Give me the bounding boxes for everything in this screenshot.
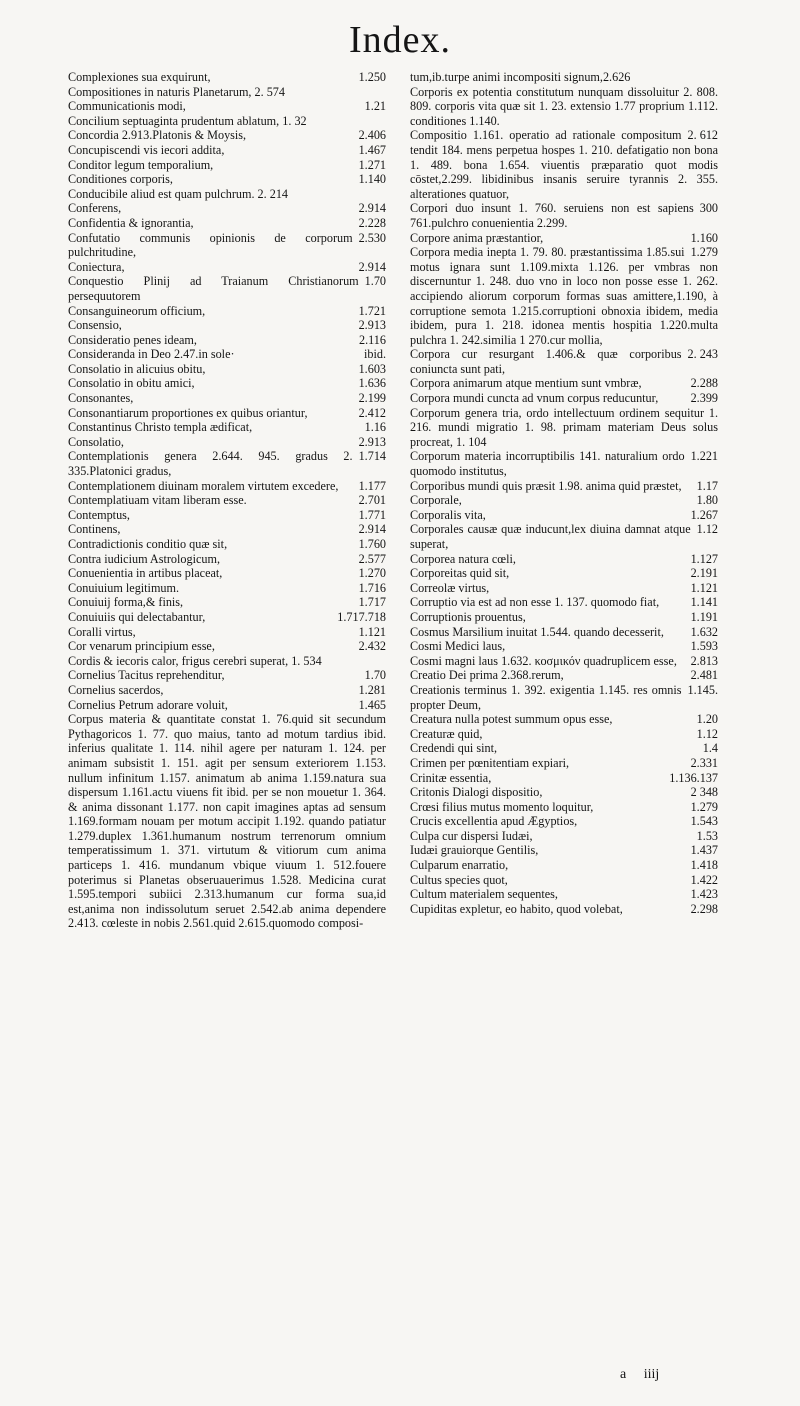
entry-text: Cultus species quot, (410, 872, 508, 887)
entry-text: Cupiditas expletur, eo habito, quod volebat, (410, 901, 623, 916)
entry-page-ref: 1.53 (696, 828, 718, 843)
entry-page-ref: 1.423 (690, 887, 718, 902)
entry-page-ref: 1.17 (696, 478, 718, 493)
index-entry (410, 785, 718, 800)
entry-page-ref: 2.914 (358, 201, 386, 216)
entry-page-ref: 1.191 (690, 609, 718, 624)
index-entry (410, 522, 718, 551)
entry-text: Creationis terminus 1. 392. exigentia 1.145. res omnis propter Deum, (410, 682, 682, 712)
entry-page-ref: 1.717.718 (337, 609, 386, 624)
index-entry (410, 406, 718, 450)
entry-text: Crinitæ essentia, (410, 770, 492, 785)
index-entry (410, 625, 718, 640)
entry-page-ref: 1.603 (358, 361, 386, 376)
entry-text: Compositio 1.161. operatio ad rationale compositum tendit 184. mens perpetua hospes 1. 210. defatigatio non bona 1. 489. bona 1.654. viuentis præparatio quot modis cōstet,2.299. libidinibus insanis seruire tyrannis 2. 355. alterationes quatuor, (410, 128, 718, 201)
entry-text: Constantinus Christo templa ædificat, (68, 420, 253, 435)
entry-text: Consolatio, (68, 434, 124, 449)
entry-text: Consonantes, (68, 391, 134, 406)
entry-text: Contradictionis conditio quæ sit, (68, 537, 228, 551)
entry-text: Critonis Dialogi dispositio, (410, 785, 543, 800)
entry-text: Corpora cur resurgant 1.406.& quæ corporibus coniuncta sunt pati, (410, 347, 682, 376)
entry-text: tum,ib.turpe animi incompositi signum,2.626 (410, 70, 631, 84)
index-entry (68, 712, 386, 931)
entry-text: Cosmus Marsilium inuitat 1.544. quando decesserit, (410, 624, 664, 639)
index-entry (68, 304, 386, 319)
entry-page-ref: 1.145. (687, 682, 718, 697)
entry-text: Crimen per pœnitentiam expiari, (410, 755, 570, 770)
entry-page-ref: 1.267 (690, 507, 718, 522)
entry-page-ref: 2.412 (358, 405, 386, 420)
entry-text: Conducibile aliud est quam pulchrum. 2. 214 (68, 186, 289, 201)
index-entry (410, 128, 718, 201)
entry-text: Corporeitas quid sit, (410, 566, 510, 581)
index-entry (68, 260, 386, 275)
entry-page-ref: 1.160 (690, 230, 718, 245)
entry-page-ref: 1.12 (696, 726, 718, 741)
index-entry (68, 668, 386, 683)
index-entry (410, 727, 718, 742)
index-entry (68, 158, 386, 173)
index-entry (68, 231, 386, 260)
page-footer (620, 1367, 673, 1383)
index-entry (68, 537, 386, 552)
entry-page-ref: 1.281 (358, 682, 386, 697)
index-column-right (410, 70, 718, 916)
entry-page-ref: 1.437 (690, 843, 718, 858)
index-entry (68, 362, 386, 377)
entry-text: Creatura nulla potest summum opus esse, (410, 712, 613, 727)
entry-page-ref: 2.331 (690, 755, 718, 770)
entry-text: Consonantiarum proportiones ex quibus oriantur, (68, 405, 308, 420)
entry-text: Consanguineorum officium, (68, 303, 206, 318)
index-entry (68, 552, 386, 567)
entry-text: Conuiuij forma,& finis, (68, 595, 184, 610)
index-entry (68, 216, 386, 231)
entry-text: Compositiones in naturis Planetarum, 2. 574 (68, 84, 285, 99)
entry-text: Consensio, (68, 318, 122, 333)
entry-text: Corpus materia & quantitate constat 1. 76.quid sit secundum Pythagoricos 1. 77. quo maius, tanto ad motum tardius ibid. inferius qualitate 1. 114. nihil agere per naturam 1. 124. per animam subsistit 1. 151. agit per sensum exteriorem 1.153. nullum infinitum 1.157. animatum ab anima 1.159.natura sua dispersum 1.161.actu viuens fit ibid. per se non mouetur 1. 364. & anima dissonant 1.177. non capit imagines aptas ad sensum 1.169.formam nouam per motum accipit 1.192. quando patiatur 1.279.duplex 1.361.humanum nostrum terrenorum omnium temperatissimum 1. 371. virtutum & vitiorum cum anima particeps 1. 416. mundanum vbique viuum 1. 512.fouere poterimus si Planetas obseruauerimus 1.528. Medicina curat 1.595.tempori subiici 2.313.humanum cur forma sua,id est,anima non indissolutum seruet 2.542.ab anima dependere 2.413. cœleste in nobis 2.561.quid 2.615.quomodo composi- (68, 712, 386, 931)
index-entry (410, 873, 718, 888)
index-entry (410, 902, 718, 917)
entry-page-ref: 1.270 (358, 566, 386, 581)
entry-text: Consideratio penes ideam, (68, 332, 197, 347)
entry-text: Cornelius Petrum adorare voluit, (68, 697, 228, 712)
index-entry (410, 479, 718, 494)
index-entry (68, 639, 386, 654)
index-entry (68, 347, 386, 362)
entry-text: Cultum materialem sequentes, (410, 887, 558, 902)
entry-text: Credendi qui sint, (410, 741, 497, 756)
index-entry (68, 201, 386, 216)
entry-page-ref: 1.136.137 (669, 770, 718, 785)
entry-text: Corporibus mundi quis præsit 1.98. anima quid præstet, (410, 478, 682, 493)
entry-page-ref: 2.914 (358, 522, 386, 537)
index-entry (410, 595, 718, 610)
index-entry (68, 406, 386, 421)
entry-page-ref: 1.70 (364, 274, 386, 289)
entry-page-ref: 2.288 (690, 376, 718, 391)
entry-page-ref: 1.80 (696, 493, 718, 508)
entry-page-ref: 1.714 (358, 449, 386, 464)
entry-text: Consolatio in alicuius obitu, (68, 361, 206, 376)
entry-text: Corporum materia incorruptibilis 141. naturalium ordo quomodo institutus, (410, 449, 685, 479)
page-title: Index. (348, 19, 452, 61)
entry-text: Contemplationis genera 2.644. 945. gradus 2. 335.Platonici gradus, (68, 449, 353, 479)
entry-text: Cor venarum principium esse, (68, 639, 215, 654)
entry-page-ref: 1.20 (696, 712, 718, 727)
entry-text: Communicationis modi, (68, 99, 186, 114)
entry-page-ref: 1.636 (358, 376, 386, 391)
entry-page-ref: 1.4 (702, 741, 718, 756)
index-entry (68, 683, 386, 698)
entry-text: Confutatio communis opinionis de corporum pulchritudine, (68, 230, 353, 260)
entry-text: Coniectura, (68, 259, 125, 274)
index-entry (410, 756, 718, 771)
entry-page-ref: 2.913 (358, 318, 386, 333)
index-entry (68, 625, 386, 640)
entry-text: Iudæi grauiorque Gentilis, (410, 843, 539, 858)
entry-page-ref: 1.21 (364, 99, 386, 114)
entry-page-ref: 1.721 (358, 303, 386, 318)
entry-page-ref: 2.116 (359, 332, 386, 347)
index-entry (410, 201, 718, 230)
entry-text: Conferens, (68, 201, 122, 216)
entry-page-ref: 1.771 (358, 507, 386, 522)
index-entry (410, 70, 718, 85)
index-entry (410, 391, 718, 406)
entry-page-ref: 2.530 (358, 230, 386, 245)
index-entry (410, 800, 718, 815)
index-entry (68, 333, 386, 348)
entry-text: Conuiuiis qui delectabantur, (68, 609, 206, 624)
entry-text: Corpore anima præstantior, (410, 230, 544, 245)
index-entry (68, 318, 386, 333)
entry-page-ref: 2.406 (358, 128, 386, 143)
entry-text: Contemplationem diuinam moralem virtutem excedere, (68, 478, 339, 493)
entry-page-ref: 2.701 (358, 493, 386, 508)
entry-text: Conuiuium legitimum. (68, 580, 180, 595)
index-entry (68, 376, 386, 391)
entry-text: Conditiones corporis, (68, 172, 173, 187)
entry-text: Corpora animarum atque mentium sunt vmbræ, (410, 376, 642, 391)
entry-page-ref: 300 (699, 201, 718, 216)
index-entry (410, 610, 718, 625)
index-entry (410, 858, 718, 873)
entry-page-ref: 2 348 (690, 785, 718, 800)
entry-text: Corporea natura cœli, (410, 551, 516, 566)
entry-page-ref: 2.577 (358, 551, 386, 566)
index-entry (410, 639, 718, 654)
entry-text: Concupiscendi vis iecori addita, (68, 142, 225, 157)
entry-page-ref: 1.121 (690, 580, 718, 595)
entry-text: Conuenientia in artibus placeat, (68, 566, 223, 581)
index-entry (410, 231, 718, 246)
index-entry (410, 581, 718, 596)
entry-page-ref: ibid. (363, 347, 386, 362)
entry-text: Corpora mundi cuncta ad vnum corpus reducuntur, (410, 391, 659, 406)
entry-text: Contra iudicium Astrologicum, (68, 551, 220, 566)
entry-text: Corporis ex potentia constitutum nunquam dissoluitur 2. 808. 809. corporis vita quæ sit 1. 23. extensio 1.77 proprium 1.112. conditiones 1.140. (410, 84, 718, 128)
index-entry (68, 449, 386, 478)
entry-text: Cornelius Tacitus reprehenditur, (68, 668, 225, 683)
entry-text: Concilium septuaginta prudentum ablatum, 1. 32 (68, 113, 307, 128)
entry-page-ref: 1.127 (690, 551, 718, 566)
index-entry (68, 391, 386, 406)
entry-text: Contemplatiuam vitam liberam esse. (68, 493, 247, 508)
index-entry (410, 347, 718, 376)
entry-text: Corpora media inepta 1. 79. 80. præstantissima 1.85.sui motus ignara sunt 1.109.mixta 1.126. per vmbras non discernuntur 1. 248. duo vno in loco non posse esse 1. 262. accipiendo aliorum corporum formas suas amittere,1.190, à corruptione semota 1.215.corruptioni obnoxia ibidem, media ibidem, pura 1. 218. idonea mentis hospitia 1.220.multa pulchra 1. 242.similia 1 270.cur mollia, (410, 245, 718, 347)
entry-text: Corporalis vita, (410, 507, 486, 522)
entry-page-ref: 1.760 (358, 537, 386, 551)
entry-text: Crœsi filius mutus momento loquitur, (410, 799, 594, 814)
index-entry (68, 479, 386, 494)
index-entry (68, 85, 386, 100)
entry-page-ref: 1.632 (690, 624, 718, 639)
index-entry (68, 274, 386, 303)
entry-page-ref: 1.121 (358, 624, 386, 639)
entry-page-ref: 2.228 (358, 215, 386, 230)
entry-text: Confidentia & ignorantia, (68, 215, 194, 230)
index-entry (410, 829, 718, 844)
entry-page-ref: 2.481 (690, 668, 718, 683)
entry-text: Corporales causæ quæ inducunt,lex diuina damnat atque superat, (410, 522, 691, 551)
entry-page-ref: 2.399 (690, 391, 718, 406)
index-column-left (68, 70, 386, 931)
entry-page-ref: 1.467 (358, 142, 386, 157)
index-entry (68, 698, 386, 713)
entry-page-ref: 1.250 (358, 70, 386, 84)
index-entry (410, 85, 718, 129)
entry-page-ref: 1.12 (696, 522, 718, 537)
entry-page-ref: 1.221 (690, 449, 718, 464)
entry-text: Corporale, (410, 493, 462, 508)
entry-text: Culparum enarratio, (410, 858, 509, 873)
entry-text: Conditor legum temporalium, (68, 157, 214, 172)
index-entry (68, 187, 386, 202)
index-entry (68, 508, 386, 523)
entry-page-ref: 1.16 (364, 420, 386, 435)
entry-page-ref: 1.418 (690, 858, 718, 873)
entry-text: Cosmi Medici laus, (410, 639, 506, 654)
entry-page-ref: 2.813 (690, 653, 718, 668)
entry-page-ref: 1.279 (690, 245, 718, 260)
entry-page-ref: 2.191 (690, 566, 718, 581)
index-entry (410, 712, 718, 727)
index-entry (68, 595, 386, 610)
entry-text: Creatio Dei prima 2.368.rerum, (410, 668, 564, 683)
index-entry (410, 245, 718, 347)
entry-text: Crucis excellentia apud Ægyptios, (410, 814, 578, 829)
entry-text: Corpori duo insunt 1. 760. seruiens non est sapiens 761.pulchro conuenientia 2.299. (410, 201, 694, 230)
entry-text: Creaturæ quid, (410, 726, 483, 741)
entry-page-ref: 1.543 (690, 814, 718, 829)
index-entry (410, 843, 718, 858)
entry-page-ref: 1.141 (690, 595, 718, 610)
entry-text: Corruptio via est ad non esse 1. 137. quomodo fiat, (410, 595, 660, 610)
entry-page-ref: 2.914 (358, 259, 386, 274)
index-entry (410, 449, 718, 478)
index-entry (68, 654, 386, 669)
entry-page-ref: 2. 612 (687, 128, 718, 143)
index-entry (410, 814, 718, 829)
entry-page-ref: 2.432 (358, 639, 386, 654)
entry-page-ref: 1.70 (364, 668, 386, 683)
entry-page-ref: 1.279 (690, 799, 718, 814)
index-entry (68, 610, 386, 625)
index-entry (410, 552, 718, 567)
entry-page-ref: 2.199 (358, 391, 386, 406)
entry-text: Contemptus, (68, 507, 130, 522)
entry-text: Cornelius sacerdos, (68, 682, 164, 697)
index-entry (68, 143, 386, 158)
index-entry (410, 741, 718, 756)
signature-mark: a (620, 1367, 627, 1382)
index-entry (68, 581, 386, 596)
entry-text: Continens, (68, 522, 121, 537)
index-entry (68, 566, 386, 581)
index-entry (68, 70, 386, 85)
entry-page-ref: 1.465 (358, 697, 386, 712)
entry-text: Consolatio in obitu amici, (68, 376, 195, 391)
entry-page-ref: 1.271 (358, 157, 386, 172)
index-entry (68, 128, 386, 143)
entry-text: Complexiones sua exquirunt, (68, 70, 211, 84)
entry-text: Coralli virtus, (68, 624, 136, 639)
index-entry (410, 887, 718, 902)
entry-text: Concordia 2.913.Platonis & Moysis, (68, 128, 247, 143)
index-entry (410, 771, 718, 786)
index-entry (68, 493, 386, 508)
entry-page-ref: 1.593 (690, 639, 718, 654)
index-entry (68, 114, 386, 129)
index-entry (68, 172, 386, 187)
entry-page-ref: 1.717 (358, 595, 386, 610)
entry-page-ref: 2. 243 (687, 347, 718, 362)
index-entry (68, 522, 386, 537)
entry-page-ref: 1.140 (358, 172, 386, 187)
entry-page-ref: 1.177 (358, 478, 386, 493)
entry-text: Culpa cur dispersi Iudæi, (410, 828, 533, 843)
entry-page-ref: 1.422 (690, 872, 718, 887)
index-entry (68, 435, 386, 450)
index-entry (410, 508, 718, 523)
index-entry (68, 99, 386, 114)
entry-text: Correolæ virtus, (410, 580, 490, 595)
index-entry (68, 420, 386, 435)
index-entry (410, 376, 718, 391)
entry-page-ref: 2.913 (358, 434, 386, 449)
entry-page-ref: 1.716 (358, 580, 386, 595)
index-entry (410, 683, 718, 712)
entry-text: Cordis & iecoris calor, frigus cerebri superat, 1. 534 (68, 653, 322, 668)
entry-text: Conquestio Plinij ad Traianum Christianorum persequutorem (68, 274, 359, 303)
entry-text: Cosmi magni laus 1.632. κοσμικόν quadruplicem esse, (410, 653, 677, 668)
entry-page-ref: 2.298 (690, 901, 718, 916)
folio-number: iiij (643, 1367, 660, 1382)
index-entry (410, 493, 718, 508)
entry-text: Consideranda in Deo 2.47.in sole· (68, 347, 235, 362)
index-entry (410, 654, 718, 669)
index-entry (410, 668, 718, 683)
entry-text: Corruptionis prouentus, (410, 609, 526, 624)
index-entry (410, 566, 718, 581)
entry-text: Corporum genera tria, ordo intellectuum ordinem sequitur 1. 216. mundi migratio 1. 98. primam materiam Deus solus procreat, 1. 104 (410, 405, 718, 449)
